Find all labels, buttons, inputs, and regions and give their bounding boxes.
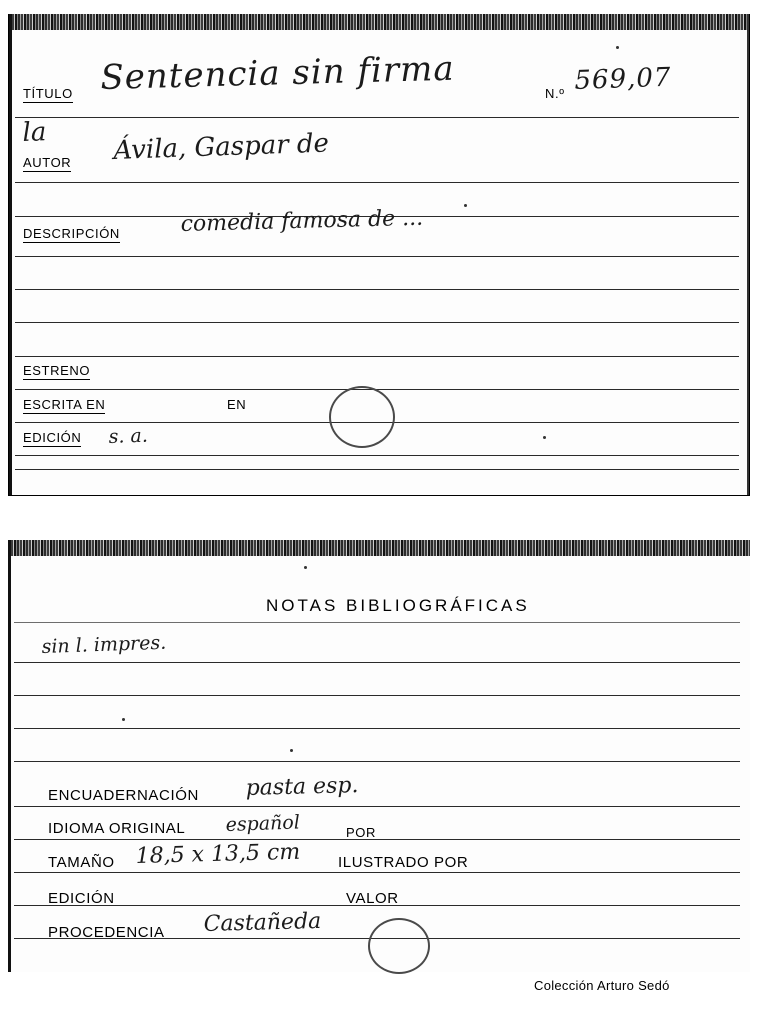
ink-smudge-bottom [368,918,430,974]
rule-line [15,455,739,456]
field-value-encuadernacion: pasta esp. [245,773,359,801]
catalog-card-top [8,14,750,496]
field-label-valor: VALOR [346,890,399,907]
card-left-edge [9,14,12,495]
scan-speck [290,749,293,752]
scan-noise-edge-top [9,14,749,30]
field-value-numero: 569,07 [573,62,672,96]
rule-line [14,662,740,663]
field-label-edicion: EDICIÓN [23,430,82,445]
field-value-autor: Ávila, Gaspar de [112,128,330,166]
field-label-titulo: TÍTULO [23,86,73,101]
field-label-tamano: TAMAÑO [48,854,115,871]
field-label-autor: AUTOR [23,155,72,170]
field-label-procedencia: PROCEDENCIA [48,924,165,941]
field-value-edicion: s. a. [108,424,149,448]
field-value-idioma-original: español [225,811,301,836]
field-label-descripcion: DESCRIPCIÓN [23,226,120,241]
rule-line [15,289,739,290]
rule-line [14,761,740,762]
field-value-descripcion: comedia famosa de ... [180,205,424,237]
field-label-edicion-bottom: EDICIÓN [48,890,115,907]
scan-speck [464,204,467,207]
field-value-titulo: Sentencia sin firma [99,48,456,98]
card-right-edge [747,14,749,495]
rule-line [14,806,740,807]
rule-line [15,117,739,118]
rule-line [15,256,739,257]
field-label-idioma-original: IDIOMA ORIGINAL [48,820,186,837]
ink-smudge [329,386,395,448]
scan-speck [616,46,619,49]
field-label-en: EN [227,397,247,412]
bibliographic-note: sin l. impres. [41,631,167,658]
rule-line [14,622,740,623]
section-title-notas-bibliograficas: NOTAS BIBLIOGRÁFICAS [266,596,530,615]
collection-credit: Colección Arturo Sedó [534,978,670,993]
rule-line [14,728,740,729]
rule-line [14,872,740,873]
scan-speck [304,566,307,569]
field-label-encuadernacion: ENCUADERNACIÓN [48,787,199,804]
scan-speck [122,718,125,721]
scan-speck [543,436,546,439]
field-label-ilustrado-por: ILUSTRADO POR [338,854,469,871]
rule-line [15,182,739,183]
field-value-tamano: 18,5 x 13,5 cm [135,839,301,869]
card-left-edge-bottom [8,540,11,972]
field-label-por: POR [346,825,376,840]
rule-line [14,695,740,696]
field-label-numero: N.º [545,86,565,101]
rule-line [14,839,740,840]
field-label-escrita-en: ESCRITA EN [23,397,106,412]
rule-line [15,469,739,470]
rule-line [15,356,739,357]
field-value-procedencia: Castañeda [203,908,322,937]
field-label-estreno: ESTRENO [23,363,91,378]
scan-noise-edge-bottom [8,540,750,556]
rule-line [15,322,739,323]
field-value-titulo-continuation: la [21,117,47,148]
catalog-card-bottom [8,540,750,972]
